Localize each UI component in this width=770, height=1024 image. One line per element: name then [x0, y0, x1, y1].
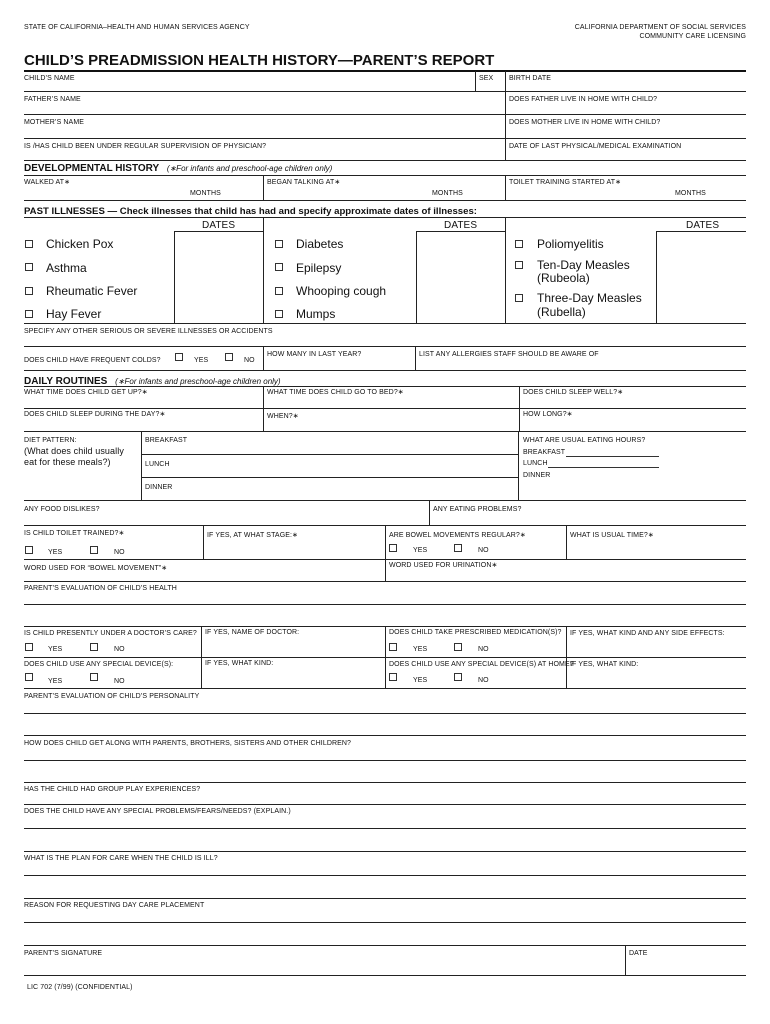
- sleep-day-label: DOES CHILD SLEEP DURING THE DAY?∗: [24, 411, 166, 418]
- divider: [505, 114, 506, 138]
- birth-date-label: BIRTH DATE: [509, 75, 551, 82]
- breakfast-label: BREAKFAST: [145, 437, 188, 444]
- how-many-label: HOW MANY IN LAST YEAR?: [267, 351, 362, 358]
- divider: [203, 525, 204, 559]
- yes-label: YES: [413, 677, 428, 684]
- eating-hours-label: WHAT ARE USUAL EATING HOURS?: [523, 437, 646, 444]
- toilet-training-label: TOILET TRAINING STARTED AT∗: [509, 179, 622, 186]
- dates-underline: [416, 231, 505, 232]
- diet-pattern-label: DIET PATTERN:: [24, 437, 77, 444]
- doctor-no-checkbox[interactable]: [90, 643, 98, 651]
- what-stage-label: IF YES, AT WHAT STAGE:∗: [207, 532, 299, 539]
- developmental-heading-text: DEVELOPMENTAL HISTORY: [24, 163, 160, 174]
- row-rule: [24, 713, 746, 714]
- agency-label: STATE OF CALIFORNIA–HEALTH AND HUMAN SERVICES AGENCY: [24, 24, 250, 31]
- divider: [505, 138, 506, 160]
- when-label: WHEN?∗: [267, 413, 299, 420]
- row-rule: [24, 91, 746, 92]
- title-rule: [24, 70, 746, 72]
- illness-label: Epilepsy: [296, 261, 342, 275]
- dates-header: DATES: [686, 220, 720, 231]
- doctor-care-label: IS CHILD PRESENTLY UNDER A DOCTOR’S CARE?: [24, 630, 197, 637]
- illness-label: Three-Day Measles: [537, 291, 642, 305]
- routines-note: (∗For infants and preschool-age children only): [115, 377, 281, 386]
- illnesses-heading: PAST ILLNESSES — Check illnesses that child has had and specify approximate dates of illnesses:: [24, 206, 477, 217]
- divider: [519, 386, 520, 408]
- row-rule: [24, 581, 746, 582]
- breakfast-hour-field[interactable]: [566, 456, 659, 457]
- row-rule: [24, 346, 746, 347]
- illness-label: Mumps: [296, 307, 336, 321]
- epilepsy-checkbox[interactable]: [275, 263, 283, 271]
- row-rule: [24, 175, 746, 176]
- illness-label: Hay Fever: [46, 307, 102, 321]
- no-label: NO: [478, 646, 489, 653]
- hay-fever-checkbox[interactable]: [25, 310, 33, 318]
- other-illnesses-label: SPECIFY ANY OTHER SERIOUS OR SEVERE ILLNESSES OR ACCIDENTS: [24, 328, 273, 335]
- toilet-yes-checkbox[interactable]: [25, 546, 33, 554]
- reason-label: REASON FOR REQUESTING DAY CARE PLACEMENT: [24, 902, 205, 909]
- dates-column-rule: [416, 231, 417, 323]
- row-rule: [24, 828, 746, 829]
- dinner-hour-label: DINNER: [523, 472, 551, 479]
- mothers-name-label: MOTHER’S NAME: [24, 119, 85, 126]
- divider: [385, 525, 386, 581]
- row-rule: [24, 760, 746, 761]
- personality-label: PARENT’S EVALUATION OF CHILD’S PERSONALITY: [24, 693, 200, 700]
- frequent-colds-label: DOES CHILD HAVE FREQUENT COLDS?: [24, 357, 161, 364]
- illness-label: Whooping cough: [296, 284, 387, 298]
- get-up-label: WHAT TIME DOES CHILD GET UP?∗: [24, 389, 148, 396]
- lunch-hour-label: LUNCH: [523, 460, 548, 467]
- side-effects-label: IF YES, WHAT KIND AND ANY SIDE EFFECTS:: [570, 630, 725, 637]
- dinner-label: DINNER: [145, 484, 173, 491]
- dates-column-rule: [656, 231, 657, 323]
- plan-ill-label: WHAT IS THE PLAN FOR CARE WHEN THE CHILD IS ILL?: [24, 855, 218, 862]
- special-device-label: DOES CHILD USE ANY SPECIAL DEVICE(S):: [24, 661, 174, 668]
- dates-header: DATES: [202, 220, 236, 231]
- divider: [505, 91, 506, 114]
- what-kind-label: IF YES, WHAT KIND:: [205, 660, 274, 667]
- months-label: MONTHS: [432, 190, 463, 197]
- supervision-label: IS /HAS CHILD BEEN UNDER REGULAR SUPERVISION OF PHYSICIAN?: [24, 143, 267, 150]
- divider: [518, 431, 519, 500]
- row-rule: [24, 875, 746, 876]
- signature-label: PARENT’S SIGNATURE: [24, 950, 103, 957]
- special-problems-label: DOES THE CHILD HAVE ANY SPECIAL PROBLEMS/FEARS/NEEDS? (EXPLAIN.): [24, 808, 291, 815]
- what-kind-label: IF YES, WHAT KIND:: [570, 661, 639, 668]
- illness-label: Rheumatic Fever: [46, 284, 138, 298]
- row-rule: [24, 200, 746, 201]
- no-label: NO: [114, 646, 125, 653]
- rheumatic-fever-checkbox[interactable]: [25, 287, 33, 295]
- asthma-checkbox[interactable]: [25, 263, 33, 271]
- no-label: NO: [114, 549, 125, 556]
- division-label: COMMUNITY CARE LICENSING: [639, 33, 746, 40]
- illness-label: Diabetes: [296, 237, 344, 251]
- divider: [566, 525, 567, 559]
- divider: [415, 346, 416, 370]
- dates-underline: [174, 231, 263, 232]
- yes-label: YES: [48, 646, 63, 653]
- talking-label: BEGAN TALKING AT∗: [267, 179, 341, 186]
- bowel-no-checkbox[interactable]: [454, 544, 462, 552]
- three-day-measles-checkbox[interactable]: [515, 294, 523, 302]
- sleep-well-label: DOES CHILD SLEEP WELL?∗: [523, 389, 624, 396]
- poliomyelitis-checkbox[interactable]: [515, 240, 523, 248]
- yes-label: YES: [48, 678, 63, 685]
- row-rule: [24, 782, 746, 783]
- doctor-name-label: IF YES, NAME OF DOCTOR:: [205, 629, 300, 636]
- divider: [475, 71, 476, 91]
- yes-label: YES: [48, 549, 63, 556]
- illness-label: Chicken Pox: [46, 237, 114, 251]
- lunch-label: LUNCH: [145, 461, 170, 468]
- doctor-yes-checkbox[interactable]: [25, 643, 33, 651]
- device-no-checkbox[interactable]: [90, 673, 98, 681]
- colds-no-checkbox[interactable]: [225, 353, 233, 361]
- row-rule: [24, 114, 746, 115]
- divider: [505, 217, 506, 323]
- row-rule: [24, 160, 746, 161]
- get-along-label: HOW DOES CHILD GET ALONG WITH PARENTS, BROTHERS, SISTERS AND OTHER CHILDREN?: [24, 740, 352, 747]
- divider: [263, 217, 264, 323]
- sex-label: SEX: [479, 75, 494, 82]
- prescribed-label: DOES CHILD TAKE PRESCRIBED MEDICATION(S)?: [389, 629, 562, 636]
- dates-underline: [656, 231, 746, 232]
- date-label: DATE: [629, 950, 648, 957]
- childs-name-label: CHILD’S NAME: [24, 75, 75, 82]
- no-label: NO: [478, 677, 489, 684]
- divider: [625, 945, 626, 975]
- row-rule: [141, 477, 518, 478]
- form-number: LIC 702 (7/99) (CONFIDENTIAL): [27, 984, 133, 991]
- how-long-label: HOW LONG?∗: [523, 411, 573, 418]
- row-rule: [141, 454, 518, 455]
- last-exam-label: DATE OF LAST PHYSICAL/MEDICAL EXAMINATION: [509, 143, 682, 150]
- mumps-checkbox[interactable]: [275, 310, 283, 318]
- no-label: NO: [244, 357, 255, 364]
- illness-label: Ten-Day Measles: [537, 258, 630, 272]
- fathers-name-label: FATHER’S NAME: [24, 96, 81, 103]
- divider: [505, 175, 506, 200]
- bed-time-label: WHAT TIME DOES CHILD GO TO BED?∗: [267, 389, 404, 396]
- routines-heading-text: DAILY ROUTINES: [24, 376, 108, 387]
- divider: [263, 175, 264, 200]
- months-label: MONTHS: [190, 190, 221, 197]
- row-rule: [24, 688, 746, 689]
- allergies-label: LIST ANY ALLERGIES STAFF SHOULD BE AWARE OF: [419, 351, 599, 358]
- bowel-yes-checkbox[interactable]: [389, 544, 397, 552]
- divider: [263, 346, 264, 370]
- row-rule: [24, 922, 746, 923]
- developmental-heading: [24, 163, 332, 174]
- yes-label: YES: [413, 646, 428, 653]
- device-home-label: DOES CHILD USE ANY SPECIAL DEVICE(S) AT HOME?: [389, 661, 574, 668]
- father-live-label: DOES FATHER LIVE IN HOME WITH CHILD?: [509, 96, 658, 103]
- diet-question: eat for these meals?): [24, 457, 111, 467]
- breakfast-hour-label: BREAKFAST: [523, 449, 566, 456]
- lunch-hour-field[interactable]: [548, 467, 659, 468]
- food-dislikes-label: ANY FOOD DISLIKES?: [24, 506, 100, 513]
- yes-label: YES: [194, 357, 209, 364]
- department-label: CALIFORNIA DEPARTMENT OF SOCIAL SERVICES: [574, 24, 746, 31]
- usual-time-label: WHAT IS USUAL TIME?∗: [570, 532, 654, 539]
- dates-header: DATES: [444, 220, 478, 231]
- developmental-note: (∗For infants and preschool-age children only): [166, 164, 333, 173]
- row-rule: [24, 138, 746, 139]
- ten-day-measles-checkbox[interactable]: [515, 261, 523, 269]
- row-rule: [24, 217, 746, 218]
- device-home-no-checkbox[interactable]: [454, 673, 462, 681]
- illness-label: (Rubella): [537, 305, 586, 319]
- diabetes-checkbox[interactable]: [275, 240, 283, 248]
- health-eval-label: PARENT’S EVALUATION OF CHILD’S HEALTH: [24, 585, 177, 592]
- group-play-label: HAS THE CHILD HAD GROUP PLAY EXPERIENCES?: [24, 786, 201, 793]
- row-rule: [24, 386, 746, 387]
- whooping-cough-checkbox[interactable]: [275, 287, 283, 295]
- row-rule: [24, 945, 746, 946]
- row-rule: [24, 975, 746, 976]
- row-rule: [24, 735, 746, 736]
- colds-yes-checkbox[interactable]: [175, 353, 183, 361]
- eating-problems-label: ANY EATING PROBLEMS?: [433, 506, 522, 513]
- diet-question: (What does child usually: [24, 446, 124, 456]
- mother-live-label: DOES MOTHER LIVE IN HOME WITH CHILD?: [509, 119, 661, 126]
- chicken-pox-checkbox[interactable]: [25, 240, 33, 248]
- row-rule: [24, 898, 746, 899]
- walked-label: WALKED AT∗: [24, 179, 71, 186]
- divider: [429, 500, 430, 525]
- no-label: NO: [478, 547, 489, 554]
- row-rule: [24, 604, 746, 605]
- device-yes-checkbox[interactable]: [25, 673, 33, 681]
- device-home-yes-checkbox[interactable]: [389, 673, 397, 681]
- row-rule: [24, 431, 746, 432]
- toilet-trained-label: IS CHILD TOILET TRAINED?∗: [24, 530, 125, 537]
- toilet-no-checkbox[interactable]: [90, 546, 98, 554]
- word-bowel-label: WORD USED FOR “BOWEL MOVEMENT”∗: [24, 565, 168, 572]
- illness-label: Poliomyelitis: [537, 237, 604, 251]
- bowel-regular-label: ARE BOWEL MOVEMENTS REGULAR?∗: [389, 532, 526, 539]
- row-rule: [24, 657, 746, 658]
- divider: [141, 431, 142, 500]
- row-rule: [24, 851, 746, 852]
- row-rule: [24, 370, 746, 371]
- row-rule: [24, 323, 746, 324]
- dates-column-rule: [174, 231, 175, 323]
- illness-label: (Rubeola): [537, 271, 590, 285]
- divider: [263, 408, 264, 431]
- months-label: MONTHS: [675, 190, 706, 197]
- divider: [519, 408, 520, 431]
- row-rule: [24, 500, 746, 501]
- no-label: NO: [114, 678, 125, 685]
- divider: [263, 386, 264, 408]
- row-rule: [24, 559, 746, 560]
- medication-yes-checkbox[interactable]: [389, 643, 397, 651]
- word-urination-label: WORD USED FOR URINATION∗: [389, 562, 498, 569]
- yes-label: YES: [413, 547, 428, 554]
- row-rule: [24, 408, 746, 409]
- medication-no-checkbox[interactable]: [454, 643, 462, 651]
- row-rule: [24, 804, 746, 805]
- divider: [505, 71, 506, 91]
- illness-label: Asthma: [46, 261, 87, 275]
- form-title: CHILD’S PREADMISSION HEALTH HISTORY—PARENT’S REPORT: [24, 52, 495, 69]
